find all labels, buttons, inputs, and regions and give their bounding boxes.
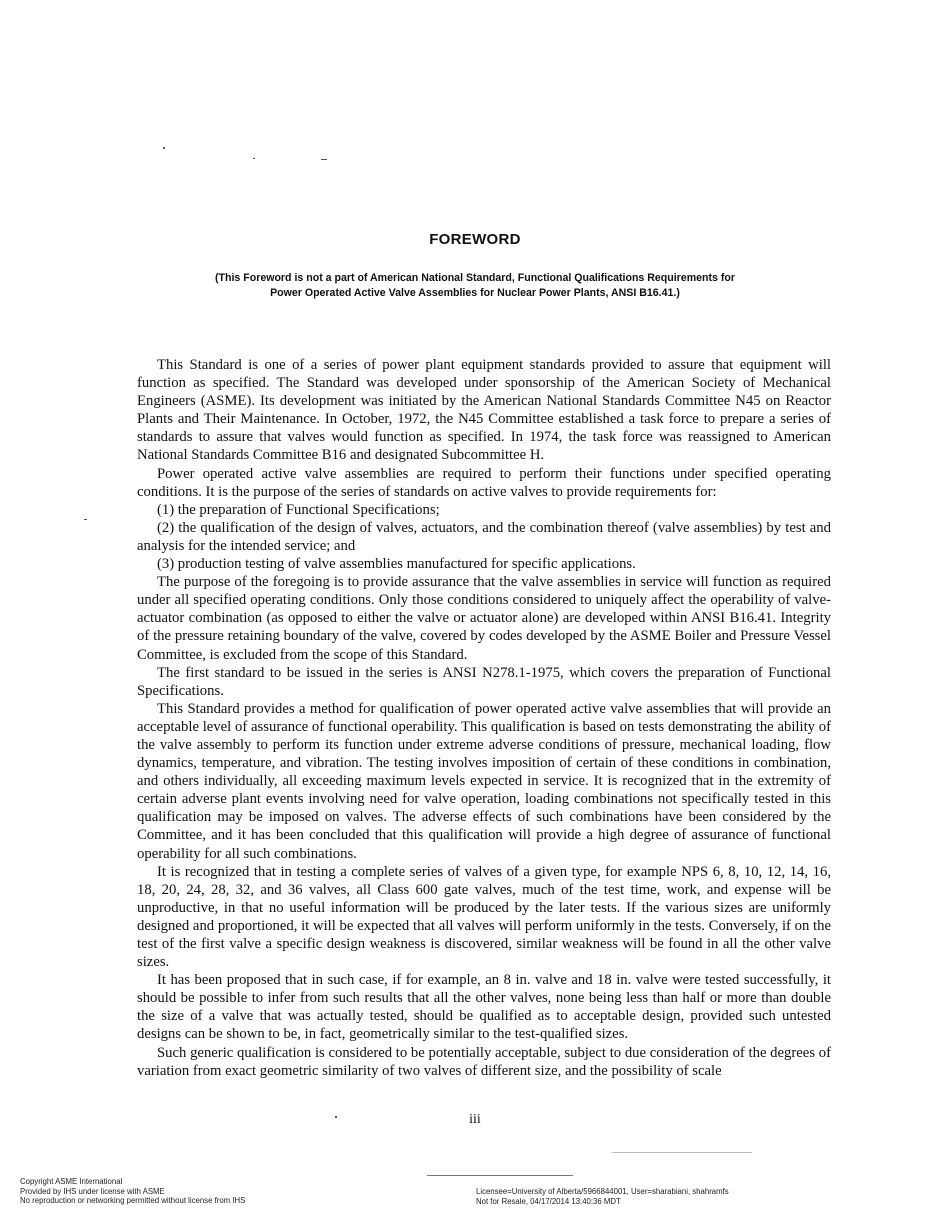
footer-license xyxy=(476,1187,729,1206)
footer-right-line-1: Licensee=University of Alberta/5966844001, User=sharabiani, shahramfs xyxy=(476,1187,729,1196)
scan-speck xyxy=(163,147,165,149)
scan-speck xyxy=(427,1175,573,1176)
scan-speck xyxy=(321,159,327,160)
footer-left-line-3: No reproduction or networking permitted without license from IHS xyxy=(20,1196,246,1206)
paragraph-3: The purpose of the foregoing is to provide assurance that the valve assemblies in service will function as required under all specified operating conditions. Only those conditions considered to uniquely affect the operability of valve-actuator combination (as opposed to either the valve or actuator alone) are developed within ANSI B16.41. Integrity of the pressure retaining boundary of the valve, covered by codes developed by the ASME Boiler and Pressure Vessel Committee, is excluded from the scope of this Standard. xyxy=(137,574,831,663)
page-title: FOREWORD xyxy=(429,231,521,248)
paragraph-7: It has been proposed that in such case, if for example, an 8 in. valve and 18 in. valve were tested successfully, it should be possible to infer from such results that all the other valves, none being less than half or more than double the size of a valve that was actually tested, should be qualified as to acceptable design, provided such untested designs can be shown to be, in fact, geometrically similar to the test-qualified sizes. xyxy=(137,972,831,1043)
paragraph-4: The first standard to be issued in the series is ANSI N278.1-1975, which covers the preparation of Functional Specifications. xyxy=(137,664,831,699)
foreword-note-line-2: Power Operated Active Valve Assemblies for Nuclear Power Plants, ANSI B16.41.) xyxy=(270,287,680,299)
paragraph-5: This Standard provides a method for qualification of power operated active valve assemblies that will provide an acceptable level of assurance of functional operability. This qualification is based on tests demonstrating the ability of the valve assembly to perform its function under extreme adverse conditions of pressure, mechanical loading, flow dynamics, temperature, and vibration. The testing involves imposition of certain of these conditions in combination, and others individually, all exceeding maximum levels expected in service. It is recognized that in the extremity of certain adverse plant events involving need for valve operation, loading combinations not specifically tested in this qualification may be imposed on valves. The adverse effects of such combinations have been considered by the Committee, and it has been concluded that this qualification will provide a high degree of assurance of functional operability for all such combinations. xyxy=(137,700,831,862)
scan-speck xyxy=(253,158,255,159)
footer-copyright xyxy=(20,1177,245,1206)
page-number: iii xyxy=(469,1112,481,1127)
paragraph-1: This Standard is one of a series of power plant equipment standards provided to assure that equipment will function as specified. The Standard was developed under sponsorship of the American Society of Mechanical Engineers (ASME). Its development was initiated by the American National Standards Committee N45 on Reactor Plants and Their Maintenance. In October, 1972, the N45 Committee established a task force to prepare a series of standards to assure that valves would function as specified. In 1974, the task force was reassigned to American National Standards Committee B16 and designated Subcommittee H. xyxy=(137,357,831,464)
paragraph-6: It is recognized that in testing a complete series of valves of a given type, for example NPS 6, 8, 10, 12, 14, 16, 18, 20, 24, 28, 32, and 36 valves, all Class 600 gate valves, much of the test time, work, and expense will be unproductive, in that no useful information will be produced by the later tests. If the various sizes are uniformly designed and proportioned, it will be expected that all valves will perform uniformly in the tests. Conversely, if on the test of the first valve a specific design weakness is discovered, similar weakness will be found in all the other valve sizes. xyxy=(137,863,831,971)
scan-speck xyxy=(84,519,87,520)
footer-right-line-2: Not for Resale, 04/17/2014 13:40:36 MDT xyxy=(476,1196,621,1206)
foreword-note xyxy=(150,271,800,301)
footer-left-line-2: Provided by IHS under license with ASME xyxy=(20,1186,165,1196)
list-item-2: (2) the qualification of the design of valves, actuators, and the combination thereof (valve assemblies) by test and analysis for the intended service; and xyxy=(137,519,831,554)
paragraph-2: Power operated active valve assemblies are required to perform their functions under specified operating conditions. It is the purpose of the series of standards on active valves to provide requirements for: xyxy=(137,465,831,500)
footer-left-line-1: Copyright ASME International xyxy=(20,1177,123,1186)
list-item-3: (3) production testing of valve assemblies manufactured for specific applications. xyxy=(157,556,636,573)
scan-speck xyxy=(612,1152,752,1153)
foreword-note-line-1: (This Foreword is not a part of American National Standard, Functional Qualifications Requirements for xyxy=(215,272,735,284)
list-item-1: (1) the preparation of Functional Specifications; xyxy=(157,501,440,518)
foreword-body xyxy=(137,356,831,1080)
scan-speck xyxy=(335,1116,337,1118)
paragraph-8: Such generic qualification is considered to be potentially acceptable, subject to due consideration of the degrees of variation from exact geometric similarity of two valves of different size, and the possibility of scale xyxy=(137,1044,831,1079)
